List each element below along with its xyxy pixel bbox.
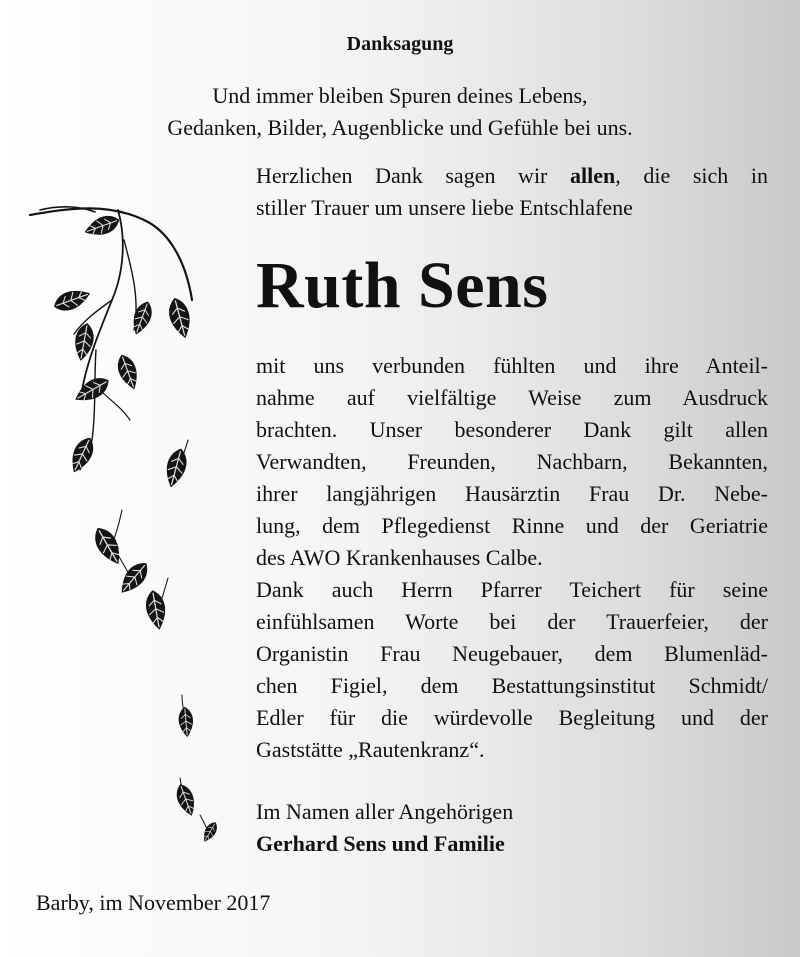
intro-text-end: , die sich in (615, 163, 768, 188)
intro-text: Herzlichen Dank sagen wir (256, 163, 548, 188)
body-line: chen Figiel, dem Bestattungsinstitut Schmidt/ (256, 673, 768, 698)
signature-line-2: Gerhard Sens und Familie (256, 831, 505, 856)
body-line: lung, dem Pflegedienst Rinne und der Geriatrie (256, 513, 768, 538)
body-line: Dank auch Herrn Pfarrer Teichert für seine (256, 577, 768, 602)
motto-line-1: Und immer bleiben Spuren deines Lebens, (212, 83, 588, 108)
body-line: ihrer langjährigen Hausärztin Frau Dr. Nebe- (256, 481, 768, 506)
body-line: mit uns verbunden fühlten und ihre Anteil- (256, 353, 768, 378)
body-line: Organistin Frau Neugebauer, dem Blumenläd- (256, 641, 768, 666)
heading: Danksagung (346, 33, 454, 55)
place-date: Barby, im November 2017 (36, 890, 271, 915)
body-line: Edler für die würdevolle Begleitung und der (256, 705, 768, 730)
signature-line-1: Im Namen aller Angehörigen (256, 799, 514, 824)
body-line: einfühlsamen Worte bei der Trauerfeier, der (256, 609, 768, 634)
intro-line-2: stiller Trauer um unsere liebe Entschlafene (256, 195, 633, 220)
body-line: brachten. Unser besonderer Dank gilt allen (256, 417, 768, 442)
body-line: des AWO Krankenhauses Calbe. (256, 545, 543, 570)
intro-line-1 (256, 160, 768, 192)
motto-line-2: Gedanken, Bilder, Augenblicke und Gefühle bei uns. (167, 115, 633, 140)
intro-emphasis: allen (570, 163, 616, 188)
body-line: nahme auf vielfältige Weise zum Ausdruck (256, 385, 768, 410)
deceased-name: Ruth Sens (256, 249, 549, 322)
body-line: Verwandten, Freunden, Nachbarn, Bekannten, (256, 449, 768, 474)
body-line: Gaststätte „Rautenkranz“. (256, 737, 485, 762)
